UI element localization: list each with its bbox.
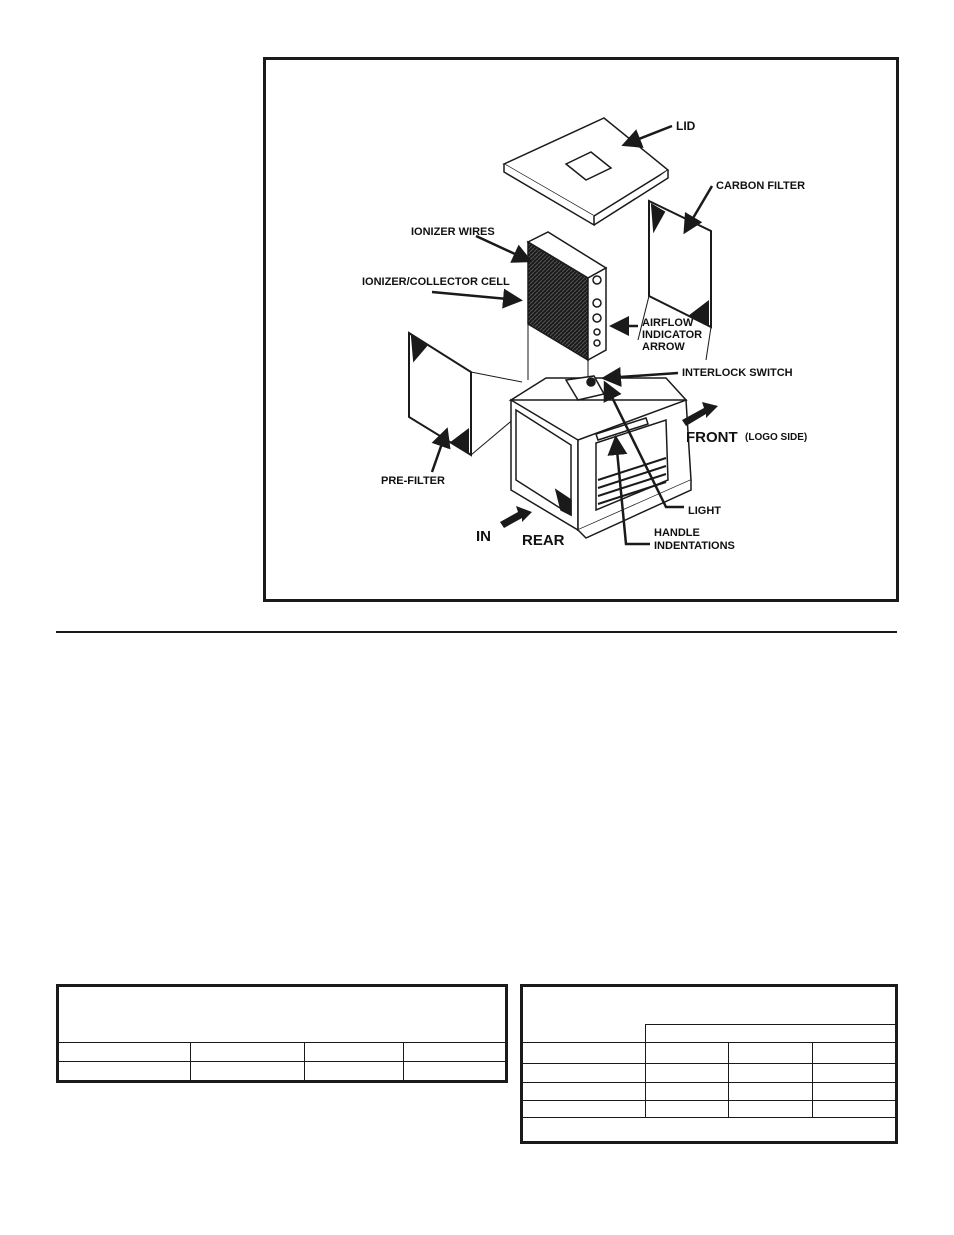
table-row-divider bbox=[59, 1042, 505, 1043]
table-column-divider bbox=[304, 1042, 305, 1080]
table-row-divider bbox=[523, 1117, 895, 1118]
label-pre-filter: PRE-FILTER bbox=[381, 475, 445, 487]
label-ionizer-wires: IONIZER WIRES bbox=[411, 226, 495, 238]
label-rear: REAR bbox=[522, 532, 565, 549]
label-airflow-indicator-line2: INDICATOR bbox=[642, 329, 703, 341]
exploded-view-figure bbox=[263, 57, 899, 602]
label-ionizer-collector-cell: IONIZER/COLLECTOR CELL bbox=[362, 276, 510, 288]
table-column-divider bbox=[403, 1042, 404, 1080]
label-in: IN bbox=[476, 528, 491, 545]
label-light: LIGHT bbox=[688, 505, 721, 517]
label-logo-side: (LOGO SIDE) bbox=[745, 432, 808, 443]
pre-filter-drawing bbox=[409, 333, 471, 455]
table-row-divider bbox=[59, 1061, 505, 1062]
label-handle-indentations-line1: HANDLE bbox=[654, 527, 700, 539]
carbon-filter-drawing bbox=[649, 201, 711, 327]
label-lid: LID bbox=[676, 119, 696, 133]
label-handle-indentations-line2: INDENTATIONS bbox=[654, 540, 735, 552]
label-front: FRONT bbox=[686, 429, 738, 446]
section-divider bbox=[56, 631, 897, 633]
label-airflow-indicator-line3: ARROW bbox=[642, 341, 685, 353]
lid-drawing bbox=[504, 118, 668, 225]
table-column-divider bbox=[728, 1042, 729, 1117]
label-interlock-switch: INTERLOCK SWITCH bbox=[682, 367, 793, 379]
label-carbon-filter: CARBON FILTER bbox=[716, 180, 806, 192]
table-column-divider bbox=[812, 1042, 813, 1117]
exploded-view-diagram bbox=[266, 60, 896, 599]
left-table bbox=[56, 984, 508, 1083]
right-table bbox=[520, 984, 898, 1144]
table-row-divider bbox=[523, 1063, 895, 1064]
table-row-divider bbox=[523, 1100, 895, 1101]
table-column-divider bbox=[190, 1042, 191, 1080]
ionizer-collector-cell-drawing bbox=[528, 232, 606, 360]
label-airflow-indicator-line1: AIRFLOW bbox=[642, 317, 694, 329]
table-column-divider bbox=[645, 1024, 646, 1117]
table-header-divider bbox=[645, 1024, 895, 1025]
base-housing-drawing bbox=[511, 376, 691, 538]
table-row-divider bbox=[523, 1042, 895, 1043]
table-row-divider bbox=[523, 1082, 895, 1083]
